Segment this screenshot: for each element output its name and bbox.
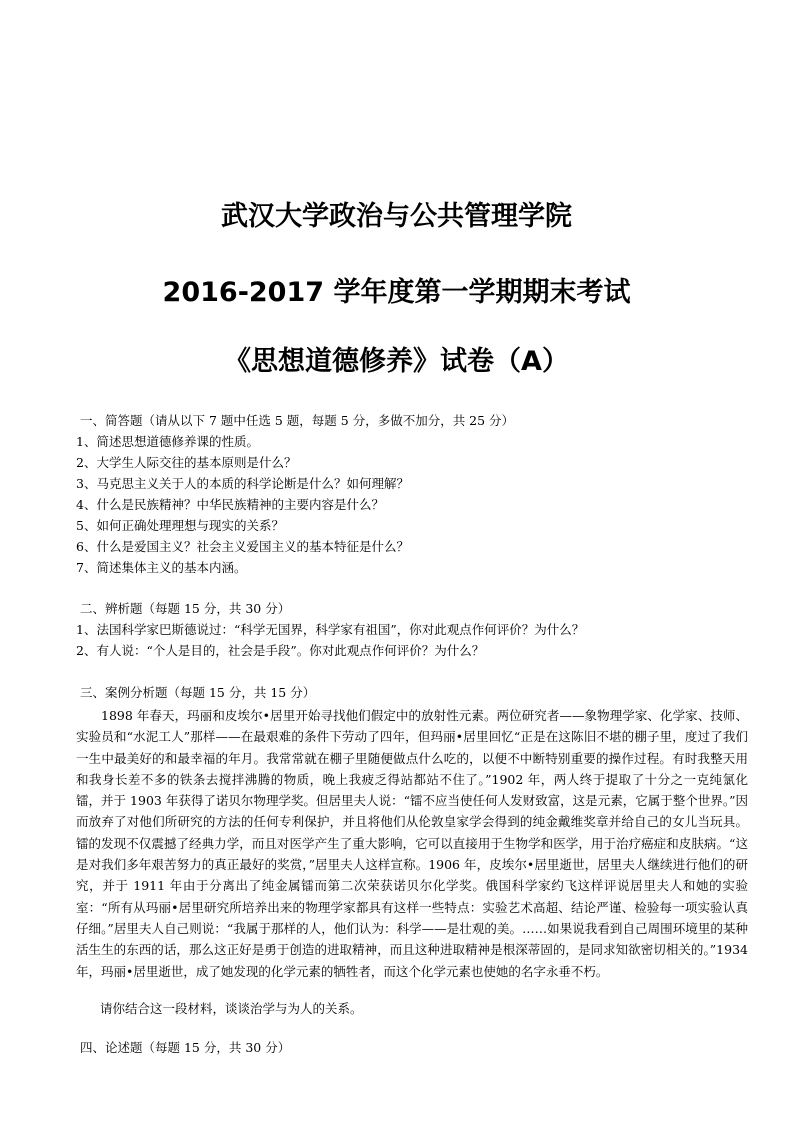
institution-title: 武汉大学政治与公共管理学院 (221, 201, 572, 232)
case-study-text: 1898 年春天，玛丽和皮埃尔•居里开始寻找他们假定中的放射性元素。两位研究者——象物理学家、化学家、技师、实验员和“水泥工人”那样——在最艰难的条件下劳动了四年，但玛丽•居里回忆“正是在这陈旧不堪的棚子里，度过了我们一生中最美好的和最幸福的年月。我常常就在棚子里随便做点什么吃的，以便不中断特别重要的操作过程。有时我整天用和我身长差不多的铁条去搅拌沸腾的物质，晚上我疲乏得站都站不住了。”1902 年，两人终于提取了十分之一克纯氯化镭，并于 1903 年获得了诺贝尔物理学奖。但居里夫人说：“镭不应当使任何人发财致富，这是元素，它属于整个世界。”因而放弃了对他们所研究的方法的任何专利保护，并且将他们从伦敦皇家学会得到的纯金戴维奖章并给自己的女儿当玩具。镭的发现不仅震撼了经典力学，而且对医学产生了重大影响，它可以直接用于生物学和医学，用于治疗癌症和皮肤病。“这是对我们多年艰苦努力的真正最好的奖赏，”居里夫人这样宣称。1906 年，皮埃尔•居里逝世，居里夫人继续进行他们的研究，并于 1911 年由于分离出了纯金属镭而第二次荣获诺贝尔化学奖。俄国科学家约飞这样评说居里夫人和她的实验室：“所有从玛丽•居里研究所培养出来的物理学家都具有这样一些特点：实验艺术高超、结论严谨、检验每一项实验认真仔细。”居里夫人自己则说：“我属于那样的人，他们认为：科学——是壮观的美。……如果说我看到自己周围环境里的某种活生生的东西的话，那么这正好是勇于创造的进取精神，而且这种进取精神是根深蒂固的，是同求知欲密切相关的。”1934 年，玛丽•居里逝世，成了她发现的化学元素的牺牲者，而这个化学元素也使她的名字永垂不朽。 (76, 708, 748, 979)
paper-title: 《思想道德修养》试卷（A） (224, 346, 569, 377)
section2-question: 2、有人说：“个人是目的，社会是手段”。你对此观点作何评价？为什么？ (76, 643, 485, 658)
section1-heading: 一、简答题（请从以下 7 题中任选 5 题，每题 5 分，多做不加分，共 25 分） (80, 413, 515, 428)
section1-question: 3、马克思主义关于人的本质的科学论断是什么？如何理解？ (76, 476, 409, 491)
section4-heading: 四、论述题（每题 15 分，共 30 分） (80, 1040, 291, 1055)
section1-question: 4、什么是民族精神？中华民族精神的主要内容是什么？ (76, 497, 384, 512)
section3-heading: 三、案例分析题（每题 15 分，共 15 分） (80, 685, 316, 700)
section1-question: 6、什么是爱国主义？社会主义爱国主义的基本特征是什么？ (76, 539, 409, 554)
section2-question: 1、法国科学家巴斯德说过：“科学无国界，科学家有祖国”，你对此观点作何评价？为什么？ (76, 622, 585, 637)
section1-question: 1、简述思想道德修养课的性质。 (76, 434, 259, 449)
section1-question: 7、简述集体主义的基本内涵。 (76, 560, 247, 575)
section1-question: 2、大学生人际交往的基本原则是什么？ (76, 455, 297, 470)
section2-heading: 二、辨析题（每题 15 分，共 30 分） (80, 601, 291, 616)
case-study-task: 请你结合这一段材料，谈谈治学与为人的关系。 (100, 1001, 363, 1016)
section1-question: 5、如何正确处理理想与现实的关系？ (76, 518, 284, 533)
exam-title: 2016-2017 学年度第一学期期末考试 (162, 277, 631, 308)
